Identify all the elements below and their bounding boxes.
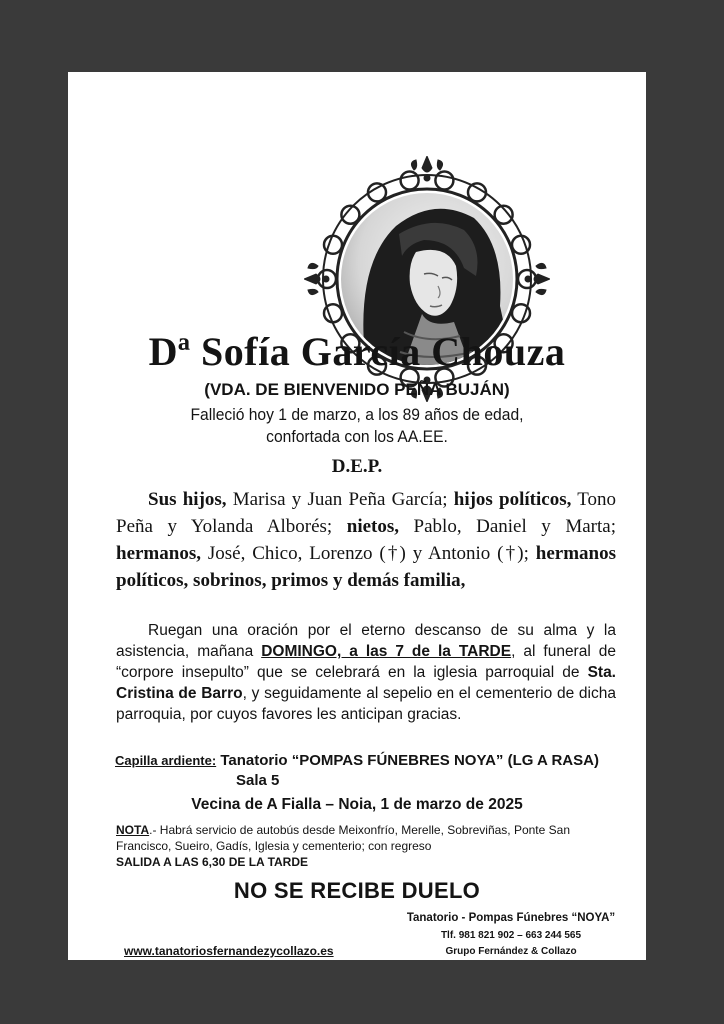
prayer-run: , y seguidamente al sepelio en el cementerio de dicha parroquia, por cuyos favores les anticipan gracias. — [116, 685, 616, 723]
funeral-home-group: Grupo Fernández & Collazo — [445, 946, 577, 957]
family-run: Tono Peña y Yolanda Alborés; — [116, 489, 616, 537]
family-run: hijos políticos, — [453, 489, 572, 510]
frame-scallop — [512, 304, 530, 322]
frame-scallop — [401, 172, 419, 190]
funeral-home-phone: Tlf. 981 821 902 – 663 244 565 — [440, 930, 582, 941]
obituary-sheet — [68, 72, 646, 960]
family-paragraph — [116, 486, 616, 594]
funeral-home-name: Tanatorio - Pompas Fúnebres “NOYA” — [406, 912, 616, 924]
family-run: hermanos, — [116, 543, 201, 564]
note-departure: SALIDA A LAS 6,30 DE LA TARDE — [116, 855, 309, 869]
frame-scallop — [324, 236, 342, 254]
note-block — [116, 822, 626, 870]
family-run: nietos, — [346, 516, 399, 537]
frame-scallop — [512, 236, 530, 254]
family-run: José, Chico, Lorenzo (†) y Antonio (†); — [200, 543, 536, 564]
deceased-name: Dª Sofía García Chouza — [148, 329, 566, 374]
dep-heading: D.E.P. — [331, 456, 383, 477]
death-line-2: confortada con los AA.EE. — [266, 427, 448, 446]
frame-scallop — [435, 172, 453, 190]
chapel-line — [68, 752, 646, 769]
prayer-run: Ruegan una oración por el eterno descanso de su alma y la asistencia, mañana — [116, 622, 616, 660]
frame-scallop — [324, 304, 342, 322]
family-run: Marisa y Juan Peña García; — [226, 489, 454, 510]
note-label: NOTA — [116, 823, 150, 837]
chapel-label: Capilla ardiente: — [115, 753, 217, 768]
chapel-room: Sala 5 — [236, 772, 280, 789]
website-link[interactable]: www.tanatoriosfernandezycollazo.es — [124, 944, 334, 958]
prayer-run: DOMINGO, a las 7 de la TARDE — [261, 643, 512, 660]
family-run: Sus hijos, — [148, 489, 227, 510]
family-run: hermanos políticos, sobrinos, primos y demás familia, — [116, 543, 616, 591]
widow-of-line: (VDA. DE BIENVENIDO PEÑA BUJÁN) — [204, 380, 510, 399]
prayer-run: , al funeral de “corpore insepulto” que se celebrará en la iglesia parroquial de — [116, 643, 616, 681]
prayer-paragraph — [116, 620, 616, 725]
no-condolences: NO SE RECIBE DUELO — [233, 878, 481, 903]
place-date: Vecina de A Fialla – Noia, 1 de marzo de 2025 — [191, 796, 523, 813]
prayer-run: Sta. Cristina de Barro — [116, 664, 616, 702]
family-run: Pablo, Daniel y Marta; — [399, 516, 616, 537]
death-line-1: Falleció hoy 1 de marzo, a los 89 años de edad, — [190, 405, 524, 424]
chapel-value: Tanatorio “POMPAS FÚNEBRES NOYA” (LG A RASA) — [220, 752, 599, 769]
note-text: .- Habrá servicio de autobús desde Meixonfrío, Merelle, Sobreviñas, Ponte San Francisco, Sueiro, Gadís, Iglesia y cementerio; con regreso — [116, 823, 570, 853]
